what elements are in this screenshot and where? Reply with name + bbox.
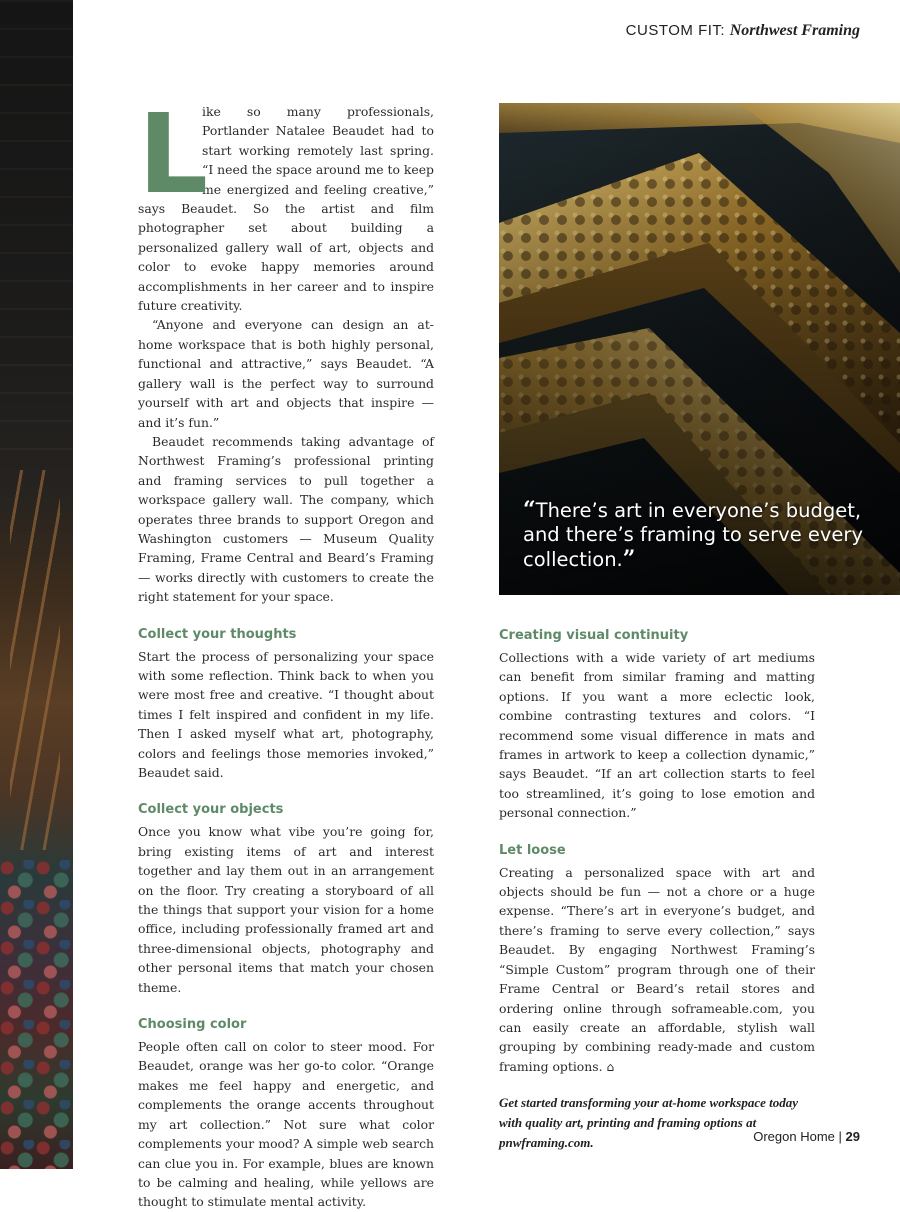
page-header	[626, 22, 860, 40]
paragraph-3: Beaudet recommends taking advantage of Northwest Framing’s professional printing and framing services to pull together a workspace gallery wall. The company, which operates three brands to support Oregon and Washington customers — Museum Quality Framing, Frame Central and Beard’s Framing — works directly with customers to create the right statement for your space.	[138, 433, 434, 605]
heading-choosing-color: Choosing color	[138, 1017, 247, 1033]
open-quote-mark: “	[523, 497, 536, 523]
header-brand: Northwest Framing	[729, 22, 860, 39]
heading-collect-objects: Collect your objects	[138, 802, 284, 818]
footer-separator: |	[838, 1129, 842, 1144]
drop-cap: L	[138, 90, 209, 218]
pull-quote-text: There’s art in everyone’s budget, and there’s framing to serve every collection.	[523, 499, 863, 571]
house-icon: ⌂	[606, 1059, 615, 1074]
page-number: 29	[845, 1129, 860, 1144]
heading-visual-continuity: Creating visual continuity	[499, 628, 689, 643]
magazine-name: Oregon Home	[753, 1129, 835, 1144]
rattan-chair-texture	[10, 470, 60, 850]
intro-paragraph: L ike so many professionals, Portlander Natalee Beaudet had to start working remotely last spring. “I need the space around me to keep me energized and feeling creative,” says Beaudet. So the artist and film photographer set about building a personalized gallery wall of art, objects and color to evoke happy memories around accomplishments in her career and to inspire future creativity.	[138, 90, 434, 314]
body-let-loose: Creating a personalized space with art and objects should be fun — not a chore or a huge expense. “There’s art in everyone’s budget, and there’s framing to serve every collection,” says Beaudet. By engaging Northwest Framing’s “Simple Custom” program through one of their Frame Central or Beard’s retail stores and ordering online through soframeable.com, you can easily create an affordable, stylish wall grouping by combining ready-made and custom framing options. ⌂	[499, 864, 815, 1074]
call-to-action: Get started transforming your at-home workspace today with quality art, printing and framing options at pnwframing.com.	[499, 1095, 799, 1151]
left-edge-photo	[0, 0, 73, 1169]
heading-collect-thoughts: Collect your thoughts	[138, 626, 297, 642]
left-column	[138, 90, 434, 1212]
body-visual-continuity: Collections with a wide variety of art mediums can benefit from similar framing and matting options. If you want a more eclectic look, combine contrasting textures and colors. “I recommend some visual difference in mats and frames in artwork to keep a collection dynamic,” says Beaudet. “If an art collection starts to feel too streamlined, it’s going to lose emotion and personal connection.”	[499, 650, 815, 821]
body-collect-objects: Once you know what vibe you’re going for, bring existing items of art and interest together and lay them out in an arrangement on the floor. Try creating a storyboard of all the things that support your vision for a home office, including professionally framed art and three-dimensional objects, photography and other personal items that match your chosen theme.	[138, 824, 434, 995]
paragraph-2: “Anyone and everyone can design an at-home workspace that is both highly personal, functional and attractive,” says Beaudet. “A gallery wall is the perfect way to surround yourself with art and objects that inspire — and it’s fun.”	[138, 317, 434, 430]
right-column	[499, 626, 815, 1153]
close-quote-mark: ”	[622, 546, 636, 572]
page-footer	[753, 1129, 860, 1144]
frame-photo	[499, 103, 900, 595]
brick-wall-texture	[0, 0, 73, 470]
heading-let-loose: Let loose	[499, 842, 566, 858]
body-choosing-color: People often call on color to steer mood. For Beaudet, orange was her go-to color. “Orange makes me feel happy and energetic, and complements the orange accents throughout my art collection.” Not sure what color complements your mood? A simple web search can clue you in. For example, blues are known to be calming and healing, while yellows are thought to stimulate mental activity.	[138, 1039, 434, 1210]
section-label: CUSTOM FIT:	[625, 22, 726, 39]
rug-texture	[0, 860, 73, 1169]
body-collect-thoughts: Start the process of personalizing your space with some reflection. Think back to when you were most free and creative. “I thought about times I felt inspired and confident in my life. Then I asked myself what art, photography, colors and feelings those memories invoked,” Beaudet said.	[138, 648, 434, 780]
pull-quote	[523, 498, 883, 572]
